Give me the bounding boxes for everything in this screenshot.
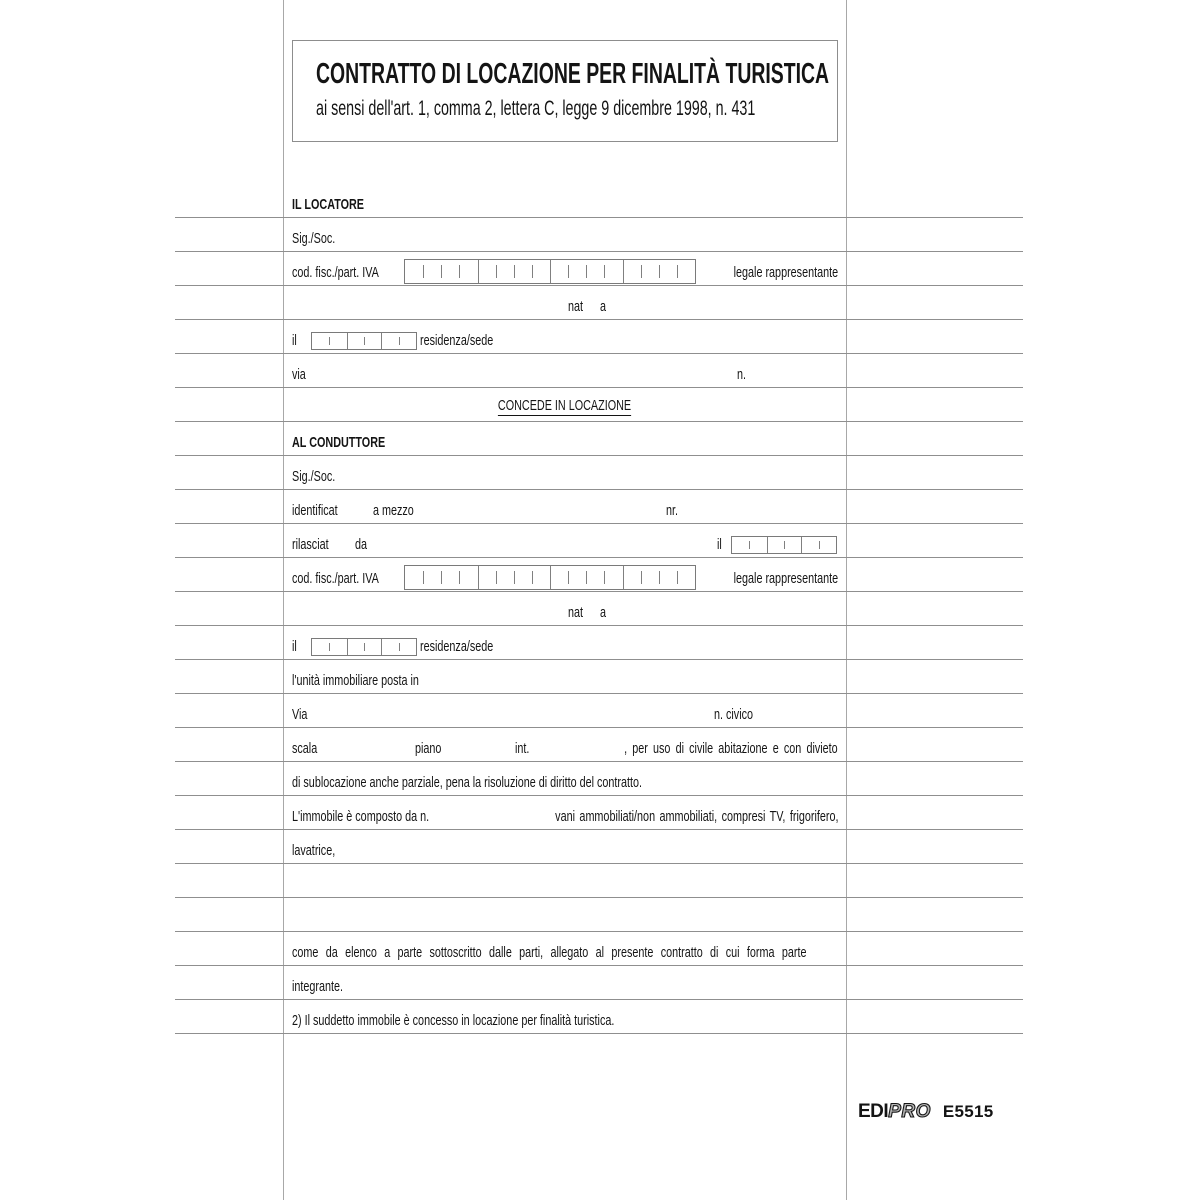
il-label: il [717, 536, 722, 553]
row-immobile-composto [175, 796, 1023, 830]
legale-rappresentante-label: legale rappresentante [733, 570, 838, 587]
contract-title: CONTRATTO DI LOCAZIONE PER FINALITÀ TURISTICA [316, 58, 830, 90]
il-label: il [292, 638, 297, 655]
row-conduttore-nato-a [175, 592, 1023, 626]
integrante-text: integrante. [292, 978, 344, 995]
codice-fiscale-box [404, 565, 696, 590]
interno-label: int. [515, 740, 530, 757]
row-conduttore-rilasciato [175, 524, 1023, 558]
row-elenco [175, 932, 1023, 966]
nat-label: nat [568, 604, 584, 621]
sig-soc-label: Sig./Soc. [292, 468, 336, 485]
via-label: via [292, 366, 306, 383]
row-locatore-data-residenza [175, 320, 1023, 354]
contract-title-box [292, 40, 838, 142]
clausola-2-text: 2) Il suddetto immobile è concesso in locazione per finalità turistica. [292, 1012, 615, 1029]
composto-label: L'immobile è composto da n. [292, 808, 430, 825]
uso-abitazione-text: , per uso di civile abitazione e con divieto [624, 740, 838, 757]
concede-heading: CONCEDE IN LOCAZIONE [498, 397, 632, 414]
row-concede-in-locazione [175, 388, 1023, 422]
da-label: da [355, 536, 368, 553]
row-clausola-2 [175, 1000, 1023, 1034]
il-label: il [292, 332, 297, 349]
legale-rappresentante-label: legale rappresentante [733, 264, 838, 281]
row-locatore-heading [175, 184, 1023, 218]
brand-pro-logo: PRO [888, 1101, 931, 1122]
row-locatore-codice-fiscale [175, 252, 1023, 286]
a-label: a [600, 298, 607, 315]
cod-fisc-label: cod. fisc./part. IVA [292, 264, 379, 281]
conduttore-heading: AL CONDUTTORE [292, 434, 386, 451]
n-civico-label: n. civico [714, 706, 754, 723]
row-empty [175, 898, 1023, 932]
locatore-heading: IL LOCATORE [292, 196, 365, 213]
row-divieto-sublocazione [175, 762, 1023, 796]
row-conduttore-data-residenza [175, 626, 1023, 660]
via-label: Via [292, 706, 308, 723]
date-box [311, 638, 417, 656]
residenza-sede-label: residenza/sede [420, 638, 494, 655]
row-conduttore-heading [175, 422, 1023, 456]
unita-immobiliare-label: l'unità immobiliare posta in [292, 672, 419, 689]
vani-text: vani ammobiliati/non ammobiliati, compresi TV, frigorifero, [554, 808, 838, 825]
row-locatore-via [175, 354, 1023, 388]
row-locatore-sig-soc [175, 218, 1023, 252]
row-conduttore-identificato [175, 490, 1023, 524]
row-lavatrice [175, 830, 1023, 864]
row-immobile-scala-piano [175, 728, 1023, 762]
cod-fisc-label: cod. fisc./part. IVA [292, 570, 379, 587]
a-mezzo-label: a mezzo [373, 502, 414, 519]
rilasciat-label: rilasciat [292, 536, 329, 553]
a-label: a [600, 604, 607, 621]
row-conduttore-codice-fiscale [175, 558, 1023, 592]
piano-label: piano [415, 740, 442, 757]
nr-label: nr. [666, 502, 679, 519]
row-locatore-nato-a [175, 286, 1023, 320]
residenza-sede-label: residenza/sede [420, 332, 494, 349]
lavatrice-text: lavatrice, [292, 842, 336, 859]
nat-label: nat [568, 298, 584, 315]
contract-subtitle: ai sensi dell'art. 1, comma 2, lettera C, legge 9 dicembre 1998, n. 431 [316, 97, 756, 120]
sublocazione-text: di sublocazione anche parziale, pena la risoluzione di diritto del contratto. [292, 774, 643, 791]
scala-label: scala [292, 740, 318, 757]
codice-fiscale-box [404, 259, 696, 284]
identificat-label: identificat [292, 502, 338, 519]
row-conduttore-sig-soc [175, 456, 1023, 490]
numero-label: n. [737, 366, 747, 383]
row-unita-immobiliare [175, 660, 1023, 694]
sig-soc-label: Sig./Soc. [292, 230, 336, 247]
date-box [731, 536, 837, 554]
row-empty [175, 864, 1023, 898]
publisher-brand [858, 1101, 994, 1123]
row-integrante [175, 966, 1023, 1000]
row-immobile-via [175, 694, 1023, 728]
product-code: E5515 [942, 1102, 994, 1121]
brand-edi-logo: EDI [858, 1101, 889, 1122]
elenco-text: come da elenco a parte sottoscritto dalle parti, allegato al presente contratto di cui forma parte [292, 944, 807, 961]
date-box [311, 332, 417, 350]
